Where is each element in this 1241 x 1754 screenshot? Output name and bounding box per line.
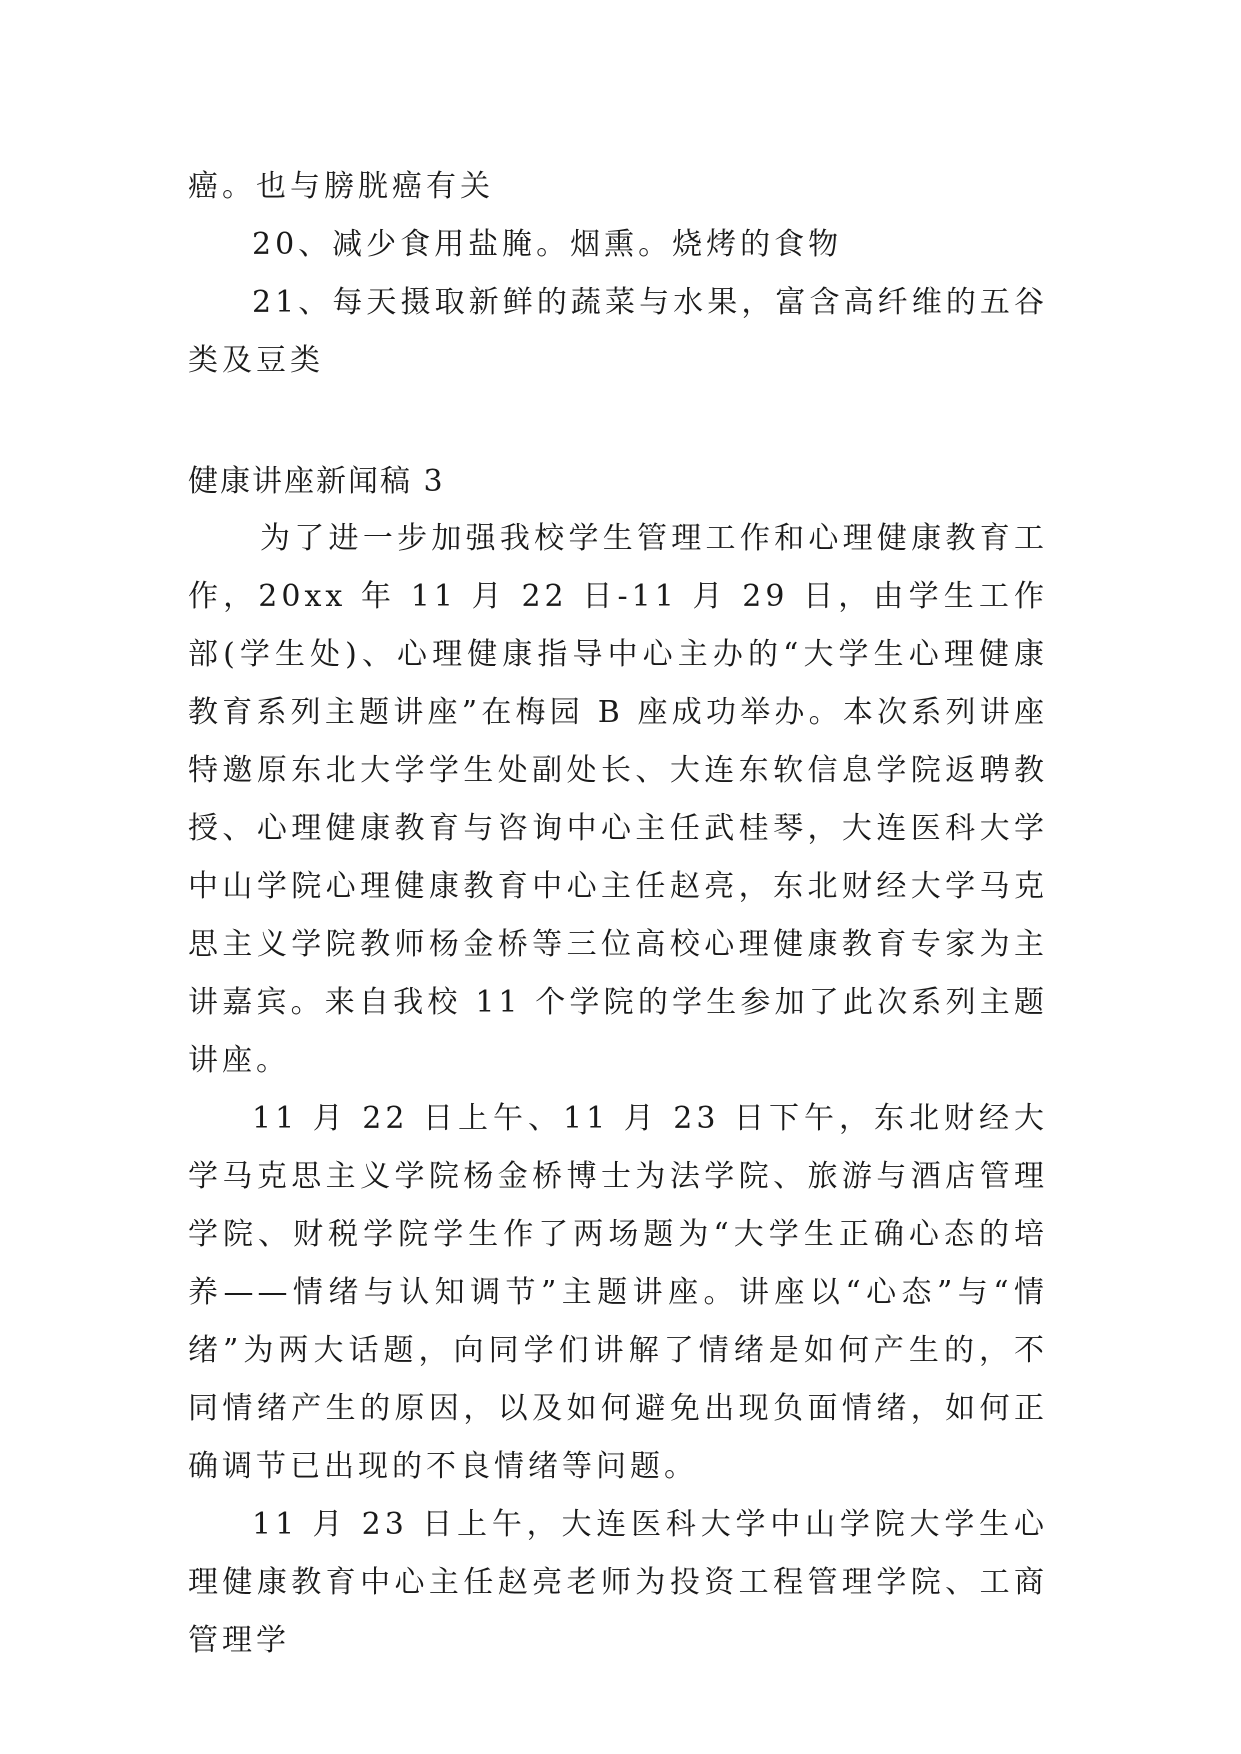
list-item-21: 21、每天摄取新鲜的蔬菜与水果，富含高纤维的五谷类及豆类 (188, 285, 1048, 378)
article-title: 健康讲座新闻稿 3 (188, 464, 445, 499)
article-body (188, 510, 1048, 1670)
list-item-20: 20、减少食用盐腌。烟熏。烧烤的食物 (252, 227, 843, 262)
previous-section-continuation (188, 158, 1048, 390)
article-paragraph-2: 11 月 22 日上午、11 月 23 日下午，东北财经大学马克思主义学院杨金桥博士为法学院、旅游与酒店管理学院、财税学院学生作了两场题为“大学生正确心态的培养——情绪与认知调节”主题讲座。讲座以“心态”与“情绪”为两大话题，向同学们讲解了情绪是如何产生的，不同情绪产生的原因，以及如何避免出现负面情绪，如何正确调节已出现的不良情绪等问题。 (188, 1101, 1048, 1484)
continuation-line: 癌。也与膀胱癌有关 (188, 169, 494, 204)
article-paragraph-3: 11 月 23 日上午，大连医科大学中山学院大学生心理健康教育中心主任赵亮老师为投资工程管理学院、工商管理学 (188, 1507, 1048, 1658)
article-paragraph-1: 为了进一步加强我校学生管理工作和心理健康教育工作，20xx 年 11 月 22 日-11 月 29 日，由学生工作部(学生处)、心理健康指导中心主办的“大学生心理健康教育系列主题讲座”在梅园 B 座成功举办。本次系列讲座特邀原东北大学学生处副处长、大连东软信息学院返聘教授、心理健康教育与咨询中心主任武桂琴，大连医科大学中山学院心理健康教育中心主任赵亮，东北财经大学马克思主义学院教师杨金桥等三位高校心理健康教育专家为主讲嘉宾。来自我校 11 个学院的学生参加了此次系列主题讲座。 (188, 521, 1048, 1078)
